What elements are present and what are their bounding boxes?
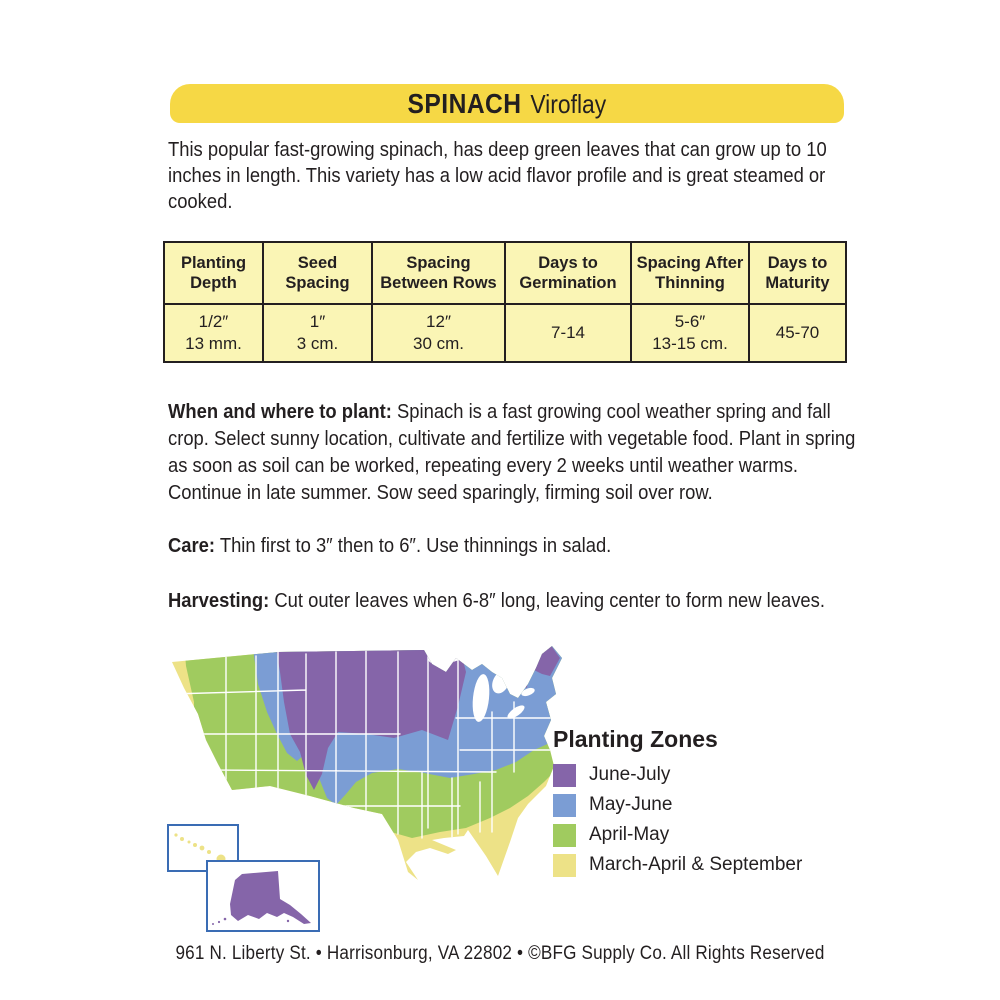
crop-title: SPINACH [407,87,522,119]
table-header-row [164,242,846,304]
when-where-label: When and where to plant: [168,401,392,423]
when-where-section [168,399,860,507]
planting-zones-map [160,642,572,942]
value-line: 12″ [426,312,451,331]
harvesting-section [168,588,860,615]
title-group [408,88,607,120]
publisher-address-line: 961 N. Liberty St. • Harrisonburg, VA 22802 • ©BFG Supply Co. All Rights Reserved [175,943,825,964]
legend-item-april-may [553,820,802,850]
harvesting-label: Harvesting: [168,590,270,612]
adirondack-purple [506,666,516,674]
value-line: 13-15 cm. [652,334,728,353]
care-section [168,533,860,560]
legend-label: April-May [589,824,670,845]
vermont-purple [519,662,529,688]
value-line: 3 cm. [296,334,339,353]
col-header-days-to-germination: Days to Germination [505,242,631,304]
description-paragraph: This popular fast-growing spinach, has deep green leaves that can grow up to 10 inches in length. This variety has a low acid flavor profile and is great steamed or cooked. [168,139,827,213]
col-header-planting-depth: Planting Depth [164,242,263,304]
legend-item-march-april-september [553,850,802,880]
value-line: 1/2″ [198,312,229,331]
col-value-seed-spacing [263,304,372,362]
col-header-spacing-between-rows: Spacing Between Rows [372,242,505,304]
table-value-row [164,304,846,362]
maine-purple [534,644,560,676]
alaska-inset [207,861,319,931]
legend-label: March-April & September [589,854,803,875]
legend-label: June-July [589,764,671,785]
col-value-days-to-maturity [749,304,846,362]
col-header-seed-spacing: Seed Spacing [263,242,372,304]
title-banner [170,84,844,123]
green-swatch [553,824,576,847]
care-text: Thin first to 3″ then to 6″. Use thinnings in salad. [219,535,612,557]
col-header-days-to-maturity: Days to Maturity [749,242,846,304]
purple-swatch [553,764,576,787]
planting-spec-table [163,241,847,363]
col-value-days-to-germination [505,304,631,362]
value-line: 30 cm. [412,334,465,353]
value-line: 45-70 [775,323,820,342]
legend-item-may-june [553,790,802,820]
value-line: 5-6″ [674,312,706,331]
when-where-text: Spinach is a fast growing cool weather spring and fall crop. Select sunny location, cultivate and fertilize with vegetable food. Plant in spring as soon as soil can be worked, repeating every 2 weeks until weather warms. Continue in late summer. Sow seed sparingly, firming soil over row. [168,401,856,504]
care-label: Care: [168,535,216,557]
legend-item-june-july [553,760,802,790]
blue-swatch [553,794,576,817]
variety-title: Viroflay [530,88,607,119]
value-line: 1″ [309,312,326,331]
yellow-swatch [553,854,576,877]
col-value-spacing-after-thinning [631,304,749,362]
harvesting-text: Cut outer leaves when 6-8″ long, leaving center to form new leaves. [274,590,825,612]
legend-label: May-June [589,794,673,815]
legend-title: Planting Zones [553,726,718,752]
col-value-planting-depth [164,304,263,362]
col-header-spacing-after-thinning: Spacing After Thinning [631,242,749,304]
value-line: 13 mm. [185,334,242,353]
col-value-spacing-between-rows [372,304,505,362]
value-line: 7-14 [550,323,586,342]
planting-zones-legend [553,726,802,880]
